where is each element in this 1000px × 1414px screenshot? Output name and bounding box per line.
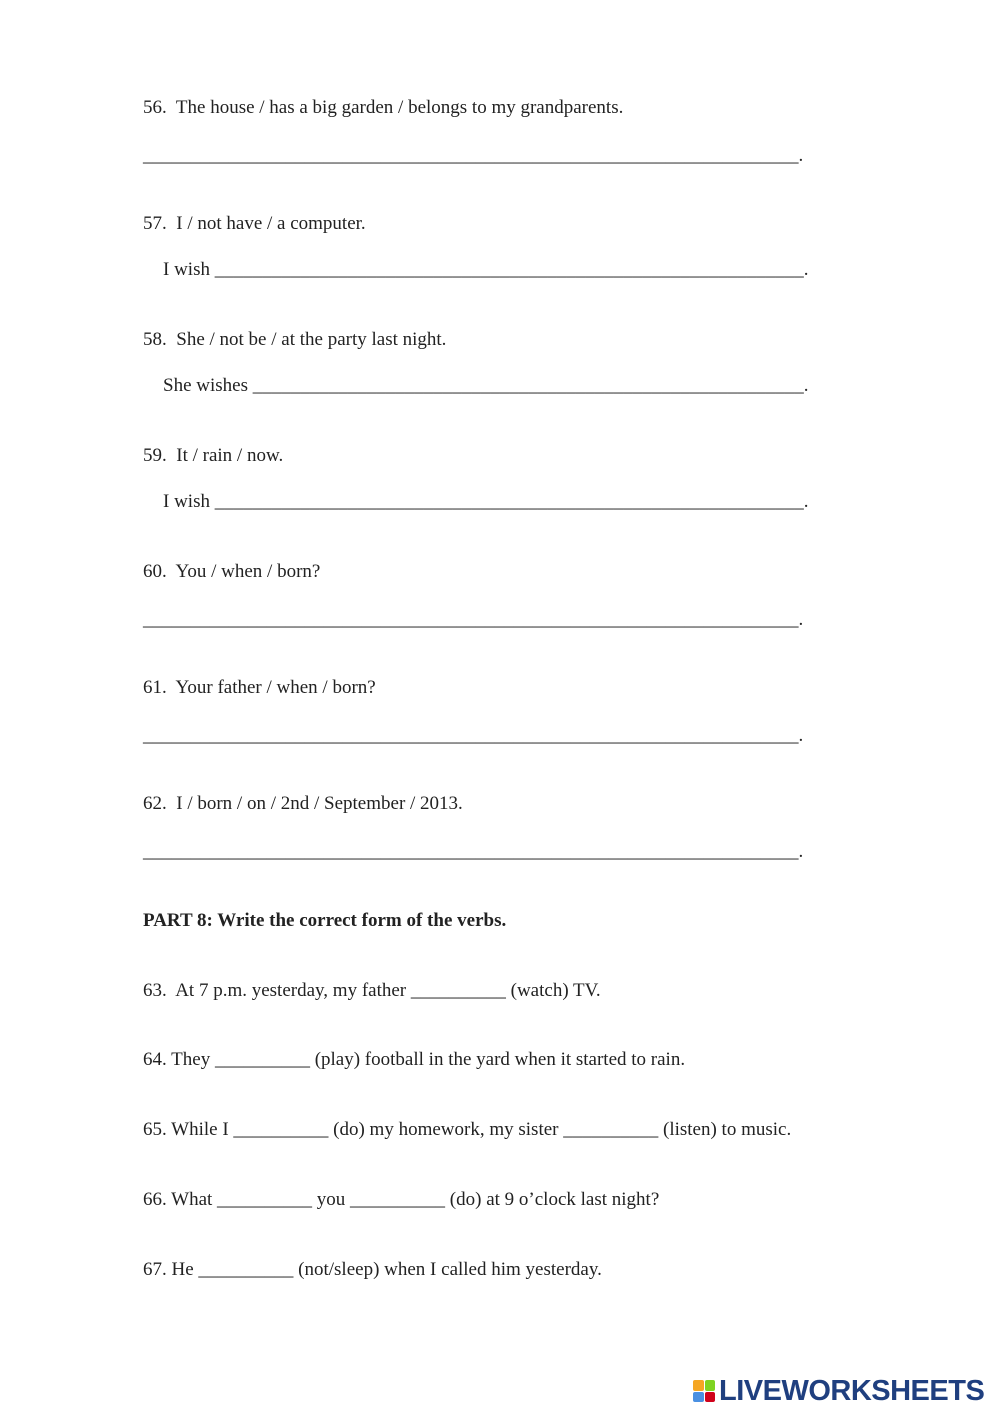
logo-square [705, 1380, 716, 1391]
question-61-answer-line[interactable]: _____________________________________________________________________. [143, 725, 804, 746]
question-59-prompt: 59. It / rain / now. [143, 445, 284, 466]
question-60-answer-line[interactable]: _____________________________________________________________________. [143, 609, 804, 630]
logo-square [693, 1392, 704, 1403]
question-62-answer-line[interactable]: _____________________________________________________________________. [143, 841, 804, 862]
question-67[interactable]: 67. He __________ (not/sleep) when I called him yesterday. [143, 1259, 602, 1280]
question-56-answer-line[interactable]: _____________________________________________________________________. [143, 145, 804, 166]
question-58-answer-line[interactable]: She wishes __________________________________________________________. [163, 375, 809, 396]
liveworksheets-logo-text: LIVEWORKSHEETS [719, 1375, 985, 1407]
part-8-heading: PART 8: Write the correct form of the verbs. [143, 910, 507, 931]
question-57-prompt: 57. I / not have / a computer. [143, 213, 366, 234]
question-64[interactable]: 64. They __________ (play) football in the yard when it started to rain. [143, 1049, 686, 1070]
question-66[interactable]: 66. What __________ you __________ (do) at 9 o’clock last night? [143, 1189, 660, 1210]
question-61-prompt: 61. Your father / when / born? [143, 677, 376, 698]
logo-square [705, 1392, 716, 1403]
question-58-prompt: 58. She / not be / at the party last night. [143, 329, 447, 350]
question-59-answer-line[interactable]: I wish ______________________________________________________________. [163, 491, 809, 512]
question-60-prompt: 60. You / when / born? [143, 561, 321, 582]
liveworksheets-logo-icon [693, 1380, 715, 1402]
liveworksheets-logo [693, 1376, 984, 1406]
question-57-answer-line[interactable]: I wish ______________________________________________________________. [163, 259, 809, 280]
question-63[interactable]: 63. At 7 p.m. yesterday, my father __________ (watch) TV. [143, 980, 601, 1001]
question-62-prompt: 62. I / born / on / 2nd / September / 2013. [143, 793, 463, 814]
logo-square [693, 1380, 704, 1391]
question-56-prompt: 56. The house / has a big garden / belongs to my grandparents. [143, 97, 624, 118]
question-65[interactable]: 65. While I __________ (do) my homework, my sister __________ (listen) to music. [143, 1119, 792, 1140]
